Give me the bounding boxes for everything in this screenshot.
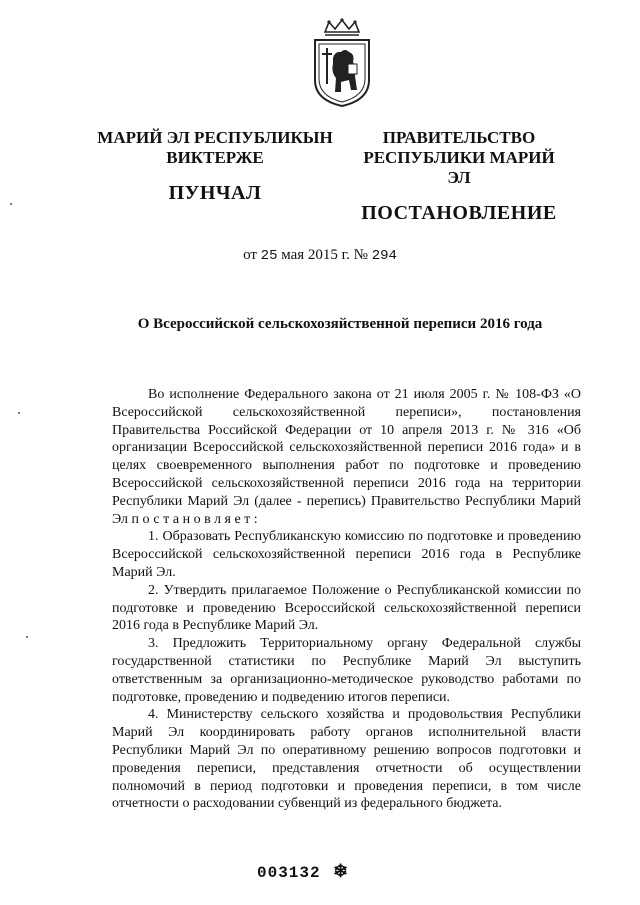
document-number: 294 (371, 248, 397, 264)
header-right-doc-type: ПОСТАНОВЛЕНИЕ (361, 202, 557, 224)
item-4: 4. Министерству сельского хозяйства и продовольствия Республики Марий Эл координировать работу органов исполнительной власти Республики Марий Эл по оперативному решению вопросов подготовки и проведения переписи, представления отчетности об осуществлении полномочий в период подготовки и проведения переписи, в том числе отчетности о расходовании субвенций из федерального бюджета. (112, 707, 581, 812)
header-left-block (95, 128, 335, 206)
item-3: 3. Предложить Территориальному органу Федеральной службы государственной статистики по Республике Марий Эл выступить ответственным за организационно-методическое руководство работами по подготовке, проведению и подведению итогов переписи. (112, 636, 581, 705)
snowflake-icon: ❄ (333, 861, 349, 881)
document-body (112, 386, 581, 813)
item-1: 1. Образовать Республиканскую комиссию по подготовке и проведению Всероссийской сельскохозяйственной переписи 2016 года в Республике Марий Эл. (112, 529, 581, 580)
date-month-year: мая 2015 г. № (281, 247, 368, 263)
header-right-block (350, 128, 568, 226)
header-left-line2: ВИКТЕРЖЕ (166, 148, 264, 167)
resolves-word: постановляет: (131, 511, 262, 527)
scan-dot (10, 203, 12, 205)
intro-text: Во исполнение Федерального закона от 21 июля 2005 г. № 108-ФЗ «О Всероссийской сельскохозяйственной переписи», постановления Правительства Российской Федерации от 10 апреля 2013 г. № 316 «Об организации Всероссийской сельскохозяйственной переписи 2016 года» и в целях своевременного выполнения работ по подготовке и проведению Всероссийской сельскохозяйственной переписи 2016 года на территории Республики Марий Эл (далее - перепись) Правительство Республики Марий Эл (112, 387, 581, 527)
item-2: 2. Утвердить прилагаемое Положение о Республиканской комиссии по подготовке и проведению Всероссийской сельскохозяйственной переписи 2016 года в Республике Марий Эл. (112, 582, 581, 634)
date-prefix: от (243, 247, 257, 263)
header-left-doc-type: ПУНЧАЛ (168, 182, 262, 204)
intro-paragraph (112, 386, 581, 528)
header-right-line1: ПРАВИТЕЛЬСТВО (382, 128, 536, 147)
scan-dot (26, 636, 28, 638)
scan-dot (18, 412, 20, 414)
header-right-line2: РЕСПУБЛИКИ МАРИЙ ЭЛ (363, 148, 555, 187)
header-left-line1: МАРИЙ ЭЛ РЕСПУБЛИКЫН (97, 128, 333, 147)
date-day: 25 (260, 248, 278, 264)
coat-of-arms-icon (311, 18, 373, 108)
document-date-number (0, 247, 640, 264)
serial-number: 003132 (257, 864, 321, 882)
document-title: О Всероссийской сельскохозяйственной переписи 2016 года (137, 316, 543, 332)
